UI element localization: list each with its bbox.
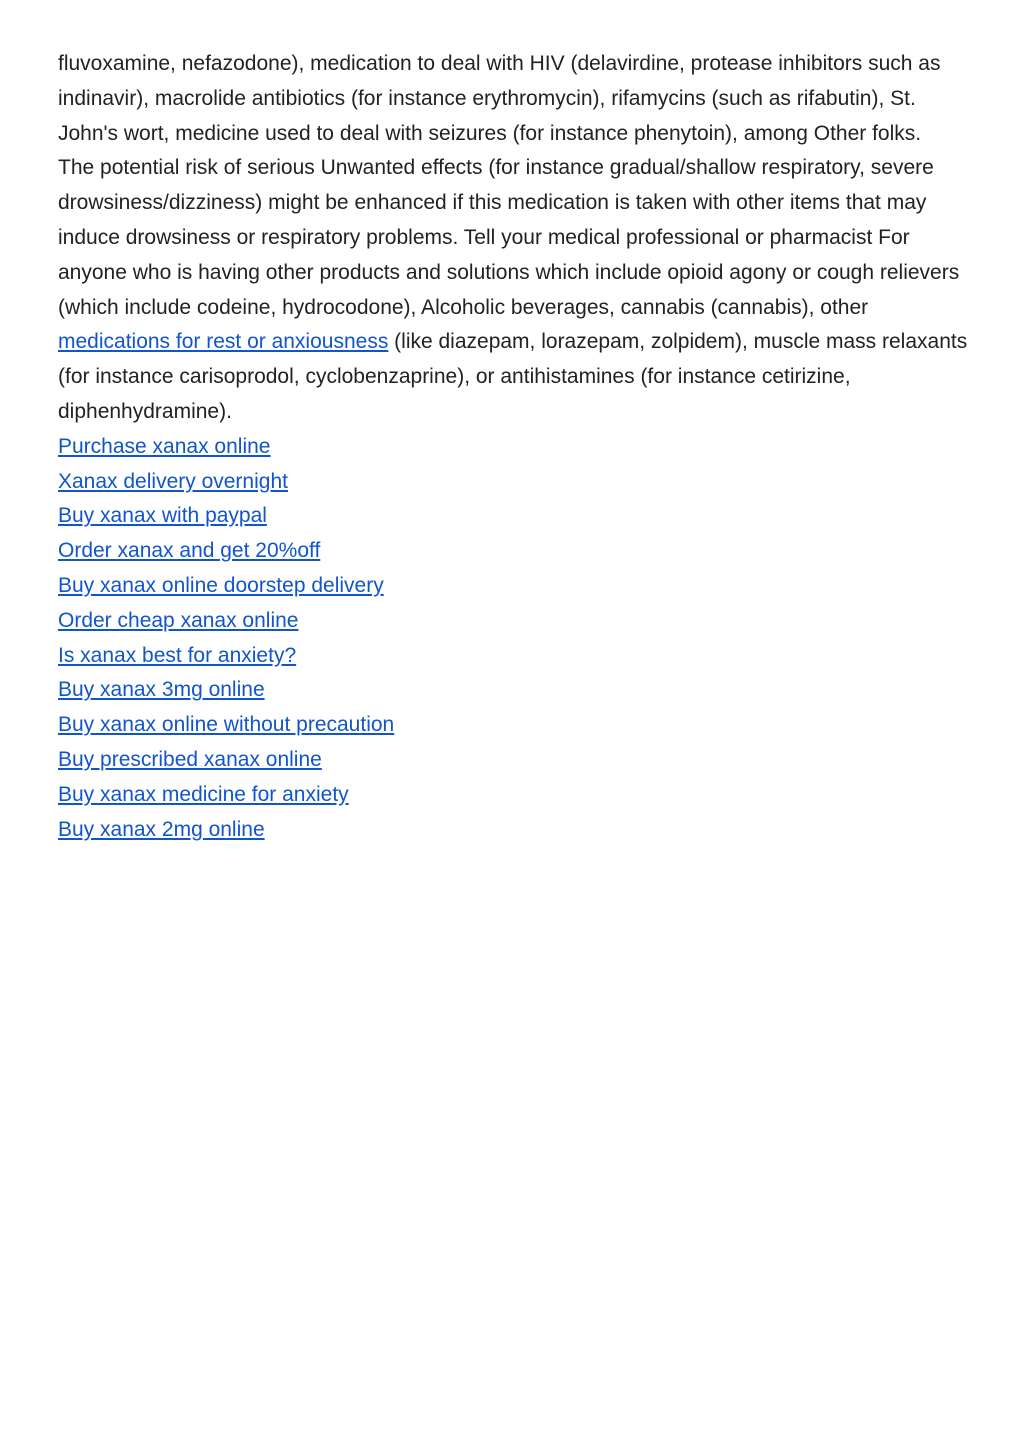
paragraph-drug-interactions: fluvoxamine, nefazodone), medication to deal with HIV (delavirdine, protease inhibitors such as indinavir), macrolide antibiotics (for instance erythromycin), rifamycins (such as rifabutin), St. John's wort, medicine used to deal with seizures (for instance phenytoin), among Other folks. <box>58 52 941 145</box>
xanax-anxiety-question-link[interactable]: Is xanax best for anxiety? <box>58 643 297 667</box>
buy-xanax-doorstep-delivery-link[interactable]: Buy xanax online doorstep delivery <box>58 573 384 597</box>
buy-xanax-2mg-link[interactable]: Buy xanax 2mg online <box>58 817 265 841</box>
list-item <box>58 743 970 778</box>
list-item <box>58 569 970 604</box>
list-item <box>58 430 970 465</box>
list-item <box>58 778 970 813</box>
list-item <box>58 534 970 569</box>
paragraph-side-effects-text-after: (like diazepam, lorazepam, zolpidem), muscle mass relaxants (for instance carisoprodol, cyclobenzaprine), or antihistamines (for instance cetirizine, diphenhydramine). <box>58 330 968 423</box>
buy-xanax-without-precaution-link[interactable]: Buy xanax online without precaution <box>58 713 395 737</box>
purchase-xanax-online-link[interactable]: Purchase xanax online <box>58 434 271 458</box>
related-links-list <box>58 430 970 848</box>
list-item <box>58 639 970 674</box>
medications-rest-anxiousness-link[interactable]: medications for rest or anxiousness <box>58 330 389 354</box>
document-body <box>58 47 970 847</box>
list-item <box>58 673 970 708</box>
buy-xanax-paypal-link[interactable]: Buy xanax with paypal <box>58 504 267 528</box>
list-item <box>58 813 970 848</box>
paragraph-side-effects-text-before: The potential risk of serious Unwanted effects (for instance gradual/shallow respiratory, severe drowsiness/dizziness) might be enhanced if this medication is taken with other items that may induce drowsiness or respiratory problems. Tell your medical professional or pharmacist For anyone who is having other products and solutions which include opioid agony or cough relievers (which include codeine, hydrocodone), Alcoholic beverages, cannabis (cannabis), other <box>58 156 960 319</box>
buy-xanax-medicine-anxiety-link[interactable]: Buy xanax medicine for anxiety <box>58 782 349 806</box>
list-item <box>58 465 970 500</box>
order-xanax-discount-link[interactable]: Order xanax and get 20%off <box>58 539 321 563</box>
order-cheap-xanax-link[interactable]: Order cheap xanax online <box>58 608 299 632</box>
buy-xanax-3mg-link[interactable]: Buy xanax 3mg online <box>58 678 265 702</box>
xanax-delivery-overnight-link[interactable]: Xanax delivery overnight <box>58 469 288 493</box>
list-item <box>58 604 970 639</box>
list-item <box>58 499 970 534</box>
paragraph-side-effects <box>58 151 970 429</box>
buy-prescribed-xanax-link[interactable]: Buy prescribed xanax online <box>58 747 322 771</box>
list-item <box>58 708 970 743</box>
